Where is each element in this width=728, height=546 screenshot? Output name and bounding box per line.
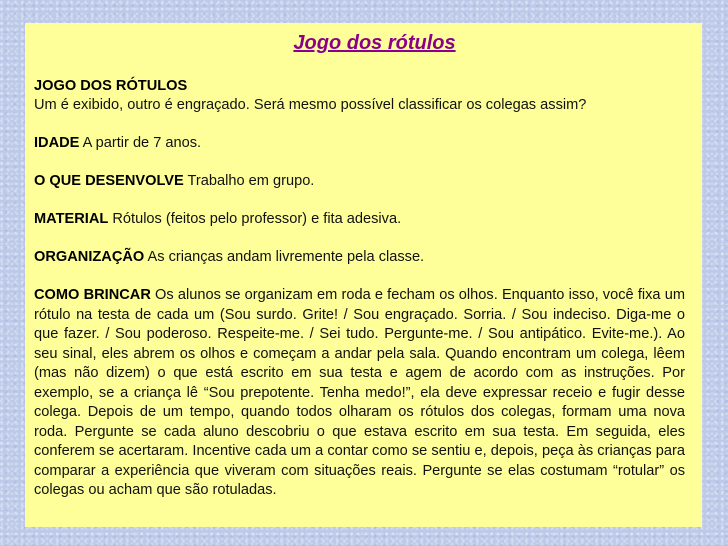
section-organization bbox=[34, 248, 685, 267]
section-how-to-play bbox=[34, 286, 685, 501]
section-age-label: IDADE bbox=[34, 135, 80, 151]
section-develops bbox=[34, 172, 685, 191]
section-develops-text: Trabalho em grupo. bbox=[183, 173, 315, 189]
slide-content-panel bbox=[25, 23, 702, 527]
section-game-name-label: JOGO DOS RÓTULOS bbox=[34, 78, 188, 94]
section-material-label: MATERIAL bbox=[34, 211, 109, 227]
slide-title: Jogo dos rótulos bbox=[293, 32, 456, 54]
section-how-to-play-text: Os alunos se organizam em roda e fecham os olhos. Enquanto isso, você fixa um rótulo na testa de cada um (Sou surdo. Grite! / Sou engraçado. Sorria. / Sou indeciso. Diga-me o que fazer. / Sou poderoso. Respeite-me. / Sei tudo. Pergunte-me. / Sou antipático. Evite-me.). Ao seu sinal, eles abrem os olhos e começam a andar pela sala. Quando encontram um colega, lêem (mas não dizem) o que está escrito em sua testa e agem de acordo com as instruções. Por exemplo, se a criança lê “Sou prepotente. Tenha medo!”, ela deve expressar receio e fugir desse colega. Depois de um tempo, quando todos olharam os rótulos dos colegas, formam uma nova roda. Pergunte se cada aluno descobriu o que estava escrito em sua testa. Em seguida, eles conferem se acertaram. Incentive cada um a contar como se sentiu e, depois, peça às crianças para comparar a experiência que viveram com situações reais. Pergunte se elas costumam “rotular” os colegas ou acham que são rotuladas. bbox=[34, 287, 685, 498]
section-develops-label: O QUE DESENVOLVE bbox=[34, 173, 184, 189]
section-material bbox=[34, 210, 685, 229]
section-material-text: Rótulos (feitos pelo professor) e fita adesiva. bbox=[108, 211, 402, 227]
section-age-text: A partir de 7 anos. bbox=[79, 135, 202, 151]
section-organization-text: As crianças andam livremente pela classe. bbox=[144, 249, 425, 265]
section-organization-label: ORGANIZAÇÃO bbox=[34, 249, 145, 265]
section-game-name-text: Um é exibido, outro é engraçado. Será mesmo possível classificar os colegas assim? bbox=[34, 97, 587, 113]
section-age bbox=[34, 134, 685, 153]
section-how-to-play-label: COMO BRINCAR bbox=[34, 287, 151, 303]
section-game-name bbox=[34, 77, 685, 115]
